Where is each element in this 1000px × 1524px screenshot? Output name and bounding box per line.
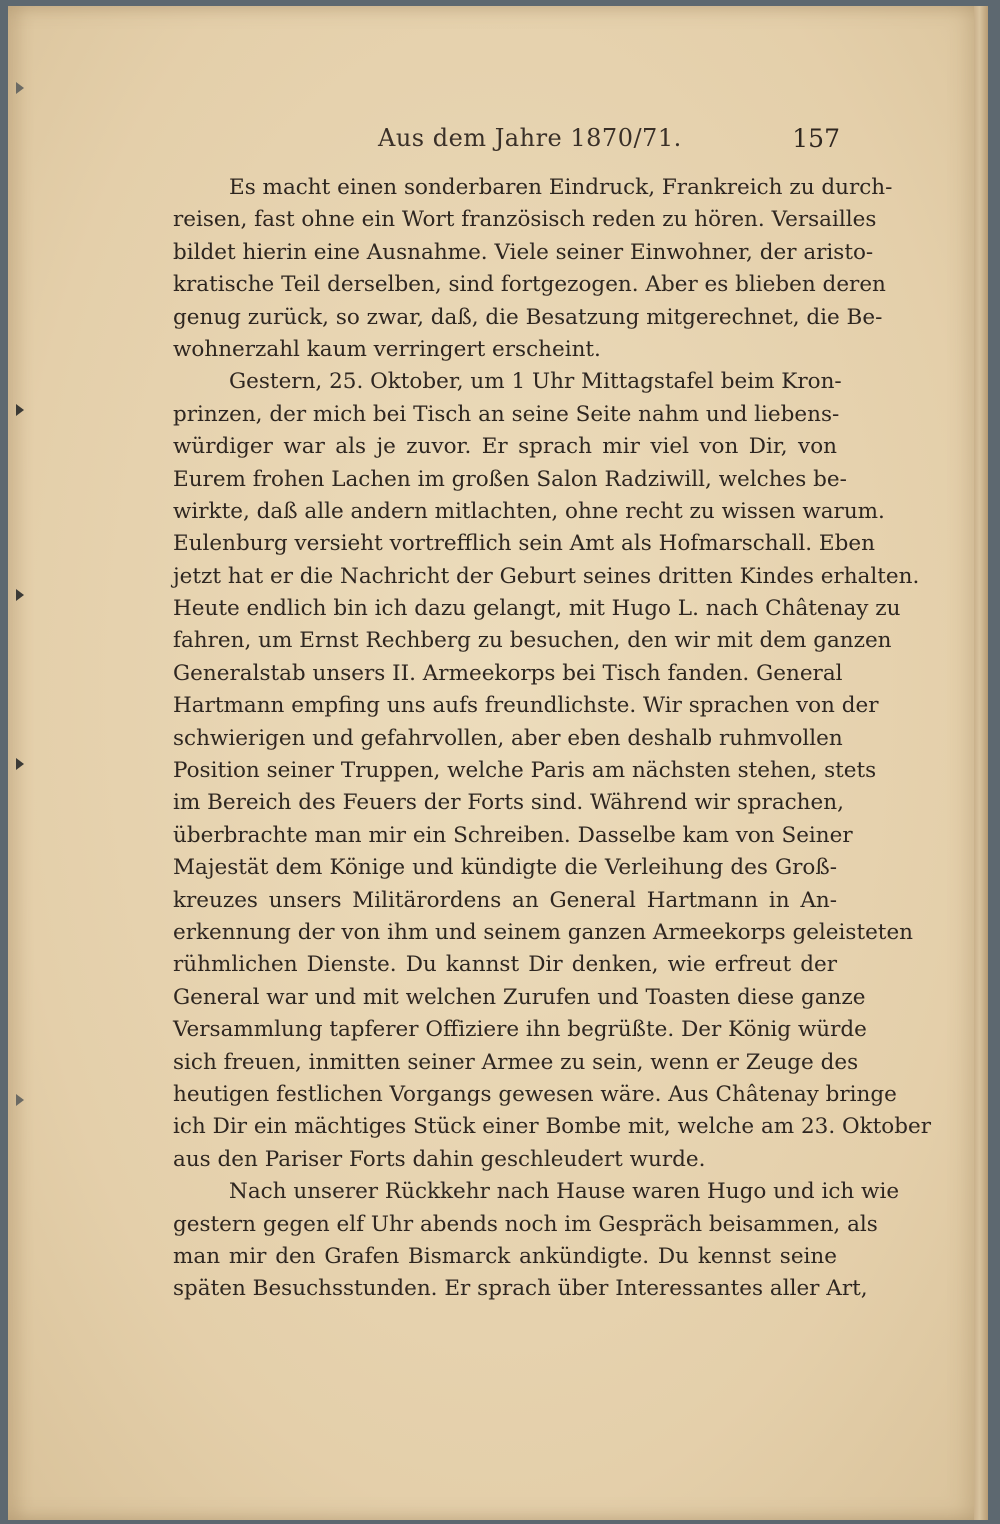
text-line: jetzt hat er die Nachricht der Geburt seines dritten Kindes erhalten. — [173, 563, 920, 589]
text-line: man mir den Grafen Bismarck ankündigte. Du kennst seine — [173, 1243, 837, 1269]
text-line: heutigen festlichen Vorgangs gewesen wäre. Aus Châtenay bringe — [173, 1081, 897, 1107]
text-line: Majestät dem Könige und kündigte die Verleihung des Groß- — [173, 855, 837, 881]
text-line: fahren, um Ernst Rechberg zu besuchen, den wir mit dem ganzen — [173, 628, 892, 654]
text-line: gestern gegen elf Uhr abends noch im Gespräch beisammen, als — [173, 1211, 878, 1237]
text-line: Es macht einen sonderbaren Eindruck, Frankreich zu durch- — [229, 175, 893, 200]
page-number: 157 — [792, 124, 840, 153]
text-line: wohnerzahl kaum verringert erscheint. — [173, 336, 601, 362]
text-line: bildet hierin eine Ausnahme. Viele seiner Einwohner, der aristo- — [173, 239, 874, 265]
text-line: Heute endlich bin ich dazu gelangt, mit Hugo L. nach Châtenay zu — [173, 596, 901, 622]
text-line: Eurem frohen Lachen im großen Salon Radziwill, welches be- — [173, 466, 847, 492]
margin-mark — [16, 589, 24, 601]
body-text — [173, 172, 932, 1306]
text-line: Nach unserer Rückkehr nach Hause waren Hugo und ich wie — [229, 1179, 900, 1205]
text-line: kreuzes unsers Militärordens an General Hartmann in An- — [173, 887, 837, 913]
page-header — [168, 124, 840, 164]
text-line: Versammlung tapferer Offiziere ihn begrüßte. Der König würde — [173, 1017, 867, 1043]
text-line: überbrachte man mir ein Schreiben. Dasselbe kam von Seiner — [173, 822, 853, 848]
text-line: genug zurück, so zwar, daß, die Besatzung mitgerechnet, die Be- — [173, 304, 883, 330]
text-line: im Bereich des Feuers der Forts sind. Während wir sprachen, — [173, 790, 844, 816]
text-line: Hartmann empfing uns aufs freundlichste. Wir sprachen von der — [173, 693, 879, 719]
text-line: rühmlichen Dienste. Du kannst Dir denken, wie erfreut der — [173, 952, 837, 978]
text-line: wirkte, daß alle andern mitlachten, ohne recht zu wissen warum. — [173, 498, 885, 524]
text-line: Position seiner Truppen, welche Paris am nächsten stehen, stets — [173, 758, 877, 784]
margin-mark — [16, 758, 24, 770]
book-page — [8, 6, 988, 1520]
text-line: Generalstab unsers II. Armeekorps bei Tisch fanden. General — [173, 660, 843, 686]
text-line: aus den Pariser Forts dahin geschleudert wurde. — [173, 1146, 706, 1172]
text-line: reisen, fast ohne ein Wort französisch reden zu hören. Versailles — [173, 207, 877, 233]
text-line: sich freuen, inmitten seiner Armee zu sein, wenn er Zeuge des — [173, 1049, 859, 1075]
text-line: schwierigen und gefahrvollen, aber eben deshalb ruhmvollen — [173, 725, 843, 751]
text-line: erkennung der von ihm und seinem ganzen Armeekorps geleisteten — [173, 919, 914, 945]
text-line: würdiger war als je zuvor. Er sprach mir viel von Dir, von — [173, 434, 837, 460]
margin-mark — [16, 404, 24, 416]
margin-mark — [16, 1094, 24, 1106]
text-line: kratische Teil derselben, sind fortgezogen. Aber es blieben deren — [173, 272, 886, 298]
text-line: Gestern, 25. Oktober, um 1 Uhr Mittagstafel beim Kron- — [229, 369, 842, 395]
margin-mark — [16, 82, 24, 94]
text-line: späten Besuchsstunden. Er sprach über Interessantes aller Art, — [173, 1276, 868, 1302]
text-line: General war und mit welchen Zurufen und Toasten diese ganze — [173, 984, 866, 1010]
page-edge — [974, 6, 988, 1520]
text-line: prinzen, der mich bei Tisch an seine Seite nahm und liebens- — [173, 401, 840, 427]
running-title: Aus dem Jahre 1870/71. — [378, 124, 682, 152]
text-line: Eulenburg versieht vortrefflich sein Amt als Hofmarschall. Eben — [173, 531, 875, 557]
text-line: ich Dir ein mächtiges Stück einer Bombe mit, welche am 23. Oktober — [173, 1114, 932, 1140]
